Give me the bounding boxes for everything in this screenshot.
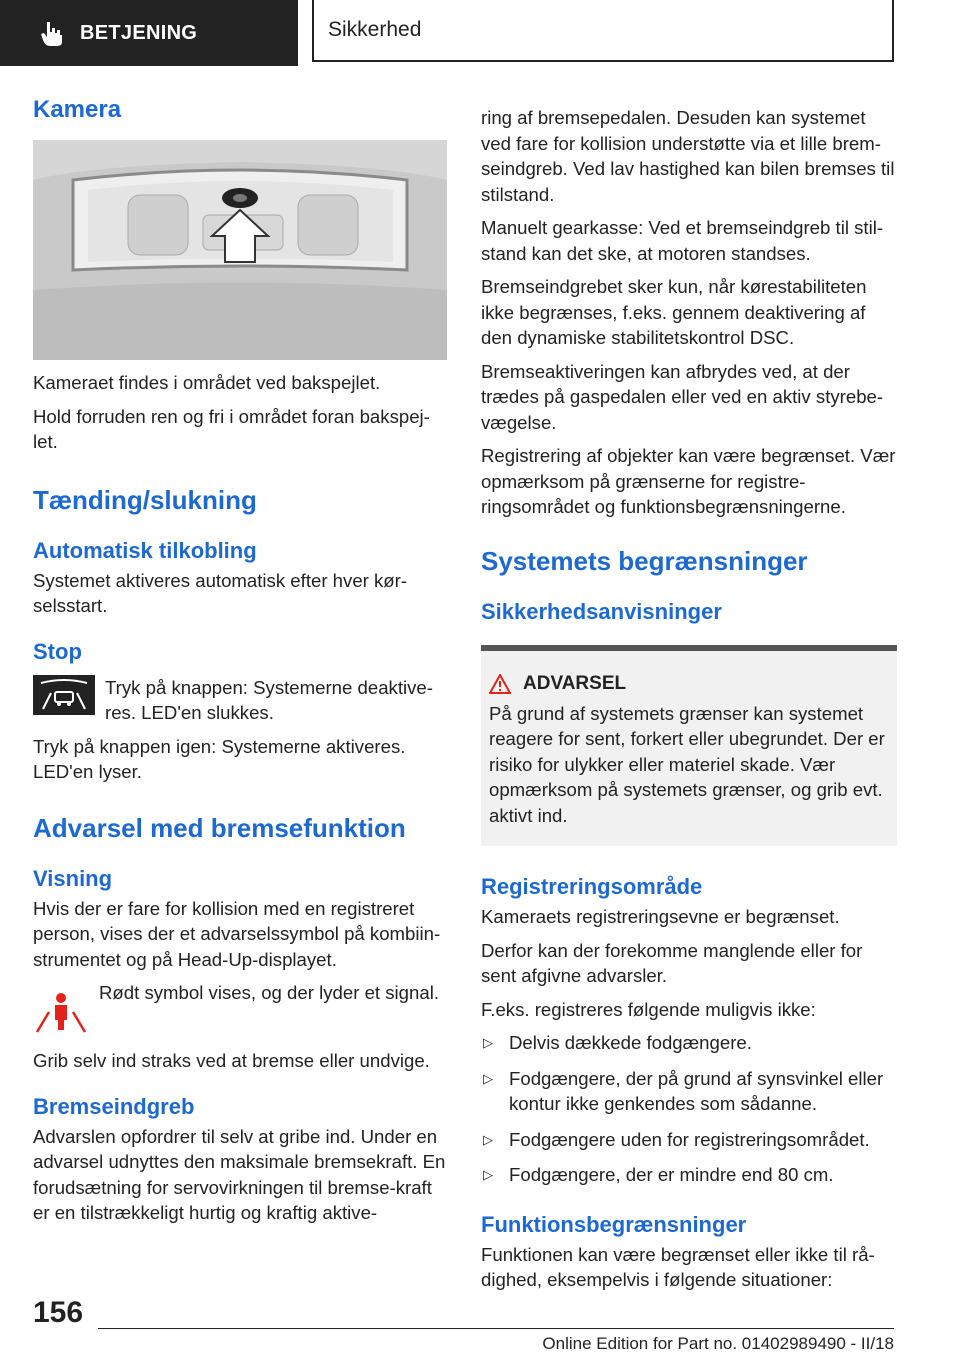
section-tab bbox=[0, 0, 298, 66]
page-header bbox=[0, 0, 960, 66]
chapter-tab bbox=[312, 0, 894, 62]
warning-box bbox=[481, 645, 897, 847]
list-item: ▷ Fodgængere, der på grund af synsvinkel eller kontur ikke genkendes som sådanne. bbox=[483, 1067, 884, 1114]
funk-paragraph: Funktionen kan være begrænset eller ikke til rå-dighed, eksempelvis i følgende situationer: bbox=[481, 1243, 875, 1290]
edition-text: Online Edition for Part no. 01402989490 - II/18 bbox=[542, 1334, 894, 1353]
warning-title: ADVARSEL bbox=[523, 672, 627, 694]
camera-button-icon bbox=[33, 675, 95, 715]
brake-paragraph-3: Bremseindgrebet sker kun, når kørestabiliteten ikke begrænses, f.eks. gennem deaktivering af den dynamiske stabilitetskontrol DSC. bbox=[481, 276, 867, 348]
funk-heading: Funktionsbegrænsninger bbox=[481, 1211, 747, 1237]
visning-paragraph-2: Rødt symbol vises, og der lyder et signal. bbox=[99, 982, 439, 1003]
visning-paragraph-3: Grib selv ind straks ved at bremse eller undvige. bbox=[33, 1050, 430, 1071]
taending-heading: Tænding/slukning bbox=[33, 484, 257, 515]
triangle-bullet-icon: ▷ bbox=[483, 1070, 493, 1086]
brake-paragraph-4: Bremseaktiveringen kan afbrydes ved, at der trædes på gaspedalen eller ved en aktiv styrebe-vægelse. bbox=[481, 360, 884, 433]
advarsel-heading: Advarsel med bremsefunktion bbox=[33, 812, 406, 843]
warning-triangle-icon bbox=[489, 674, 511, 694]
kamera-paragraph-2: Hold forruden ren og fri i området foran bakspej-let. bbox=[33, 405, 430, 452]
triangle-bullet-icon: ▷ bbox=[483, 1035, 493, 1050]
visning-paragraph-1: Hvis der er fare for kollision med en registreret person, vises der et advarselssymbol på kombiin-strumentet og på Head-Up-displayet. bbox=[33, 897, 441, 970]
stop-paragraph-2: Tryk på knappen igen: Systemerne aktiveres. LED'en lyser. bbox=[33, 735, 406, 782]
stop-heading: Stop bbox=[33, 638, 82, 664]
brake-paragraph-1: ring af bremsepedalen. Desuden kan systemet ved fare for kollision understøtte via et lille brem-seindgreb. Ved lav hastighed kan bilen bremses til stilstand. bbox=[481, 107, 895, 205]
chapter-title: Sikkerhed bbox=[328, 18, 422, 41]
brake-paragraph-2: Manuelt gearkasse: Ved et bremseindgreb til stil-stand kan det ske, at motoren standses. bbox=[481, 217, 884, 264]
list-item: ▷ Delvis dækkede fodgængere. bbox=[481, 1030, 897, 1056]
list-item: ▷ Fodgængere, der er mindre end 80 cm. bbox=[481, 1162, 897, 1188]
hand-icon bbox=[38, 18, 66, 48]
bremse-heading: Bremseindgreb bbox=[33, 1093, 195, 1119]
triangle-bullet-icon: ▷ bbox=[483, 1131, 493, 1147]
footer-divider bbox=[98, 1328, 894, 1329]
kamera-heading: Kamera bbox=[33, 96, 122, 123]
visning-heading: Visning bbox=[33, 865, 113, 891]
stop-paragraph-1: Tryk på knappen: Systemerne deaktive-res. LED'en slukkes. bbox=[105, 676, 433, 723]
warning-symbol-row bbox=[33, 980, 449, 1034]
brake-paragraph-5: Registrering af objekter kan være begrænset. Vær opmærksom på grænserne for registre-ringsområdet og funktionsbegrænsningerne. bbox=[481, 445, 896, 517]
auto-heading: Automatisk tilkobling bbox=[33, 537, 257, 563]
warning-title-row bbox=[489, 673, 889, 695]
reg-paragraph-3: F.eks. registreres følgende muligvis ikke: bbox=[481, 998, 816, 1020]
section-title: BETJENING bbox=[80, 21, 198, 44]
warning-text: På grund af systemets grænser kan systemet reagere for sent, forkert eller ubegrundet. Der er risiko for ulykker eller materiel skade. Vær opmærksom på systemets grænser, og grib evt. aktivt ind. bbox=[489, 702, 885, 826]
left-column bbox=[33, 96, 449, 1234]
limitation-list bbox=[481, 1030, 897, 1188]
stop-row bbox=[33, 675, 449, 726]
list-item: ▷ Fodgængere uden for registreringsområdet. bbox=[481, 1127, 897, 1153]
triangle-bullet-icon: ▷ bbox=[483, 1167, 493, 1182]
auto-paragraph: Systemet aktiveres automatisk efter hver kør-selsstart. bbox=[33, 569, 408, 616]
camera-photo bbox=[33, 140, 447, 360]
systemets-heading: Systemets begrænsninger bbox=[481, 545, 808, 576]
reg-paragraph-2: Derfor kan der forekomme manglende eller for sent afgivne advarsler. bbox=[481, 939, 863, 986]
reg-paragraph-1: Kameraets registreringsevne er begrænset. bbox=[481, 906, 840, 927]
reg-heading: Registreringsområde bbox=[481, 874, 703, 899]
sikker-heading: Sikkerhedsanvisninger bbox=[481, 598, 722, 624]
page-number: 156 bbox=[33, 1296, 84, 1329]
pedestrian-warning-icon bbox=[33, 980, 89, 1034]
right-column bbox=[481, 96, 897, 1301]
kamera-paragraph-1: Kameraet findes i området ved bakspejlet. bbox=[33, 372, 381, 393]
bremse-paragraph: Advarslen opfordrer til selv at gribe ind. Under en advarsel udnyttes den maksimale bremsekraft. En forudsætning for servovirkningen til bremse-kraft er en tilstrækkeligt hurtig og kraftig aktive- bbox=[33, 1125, 446, 1223]
